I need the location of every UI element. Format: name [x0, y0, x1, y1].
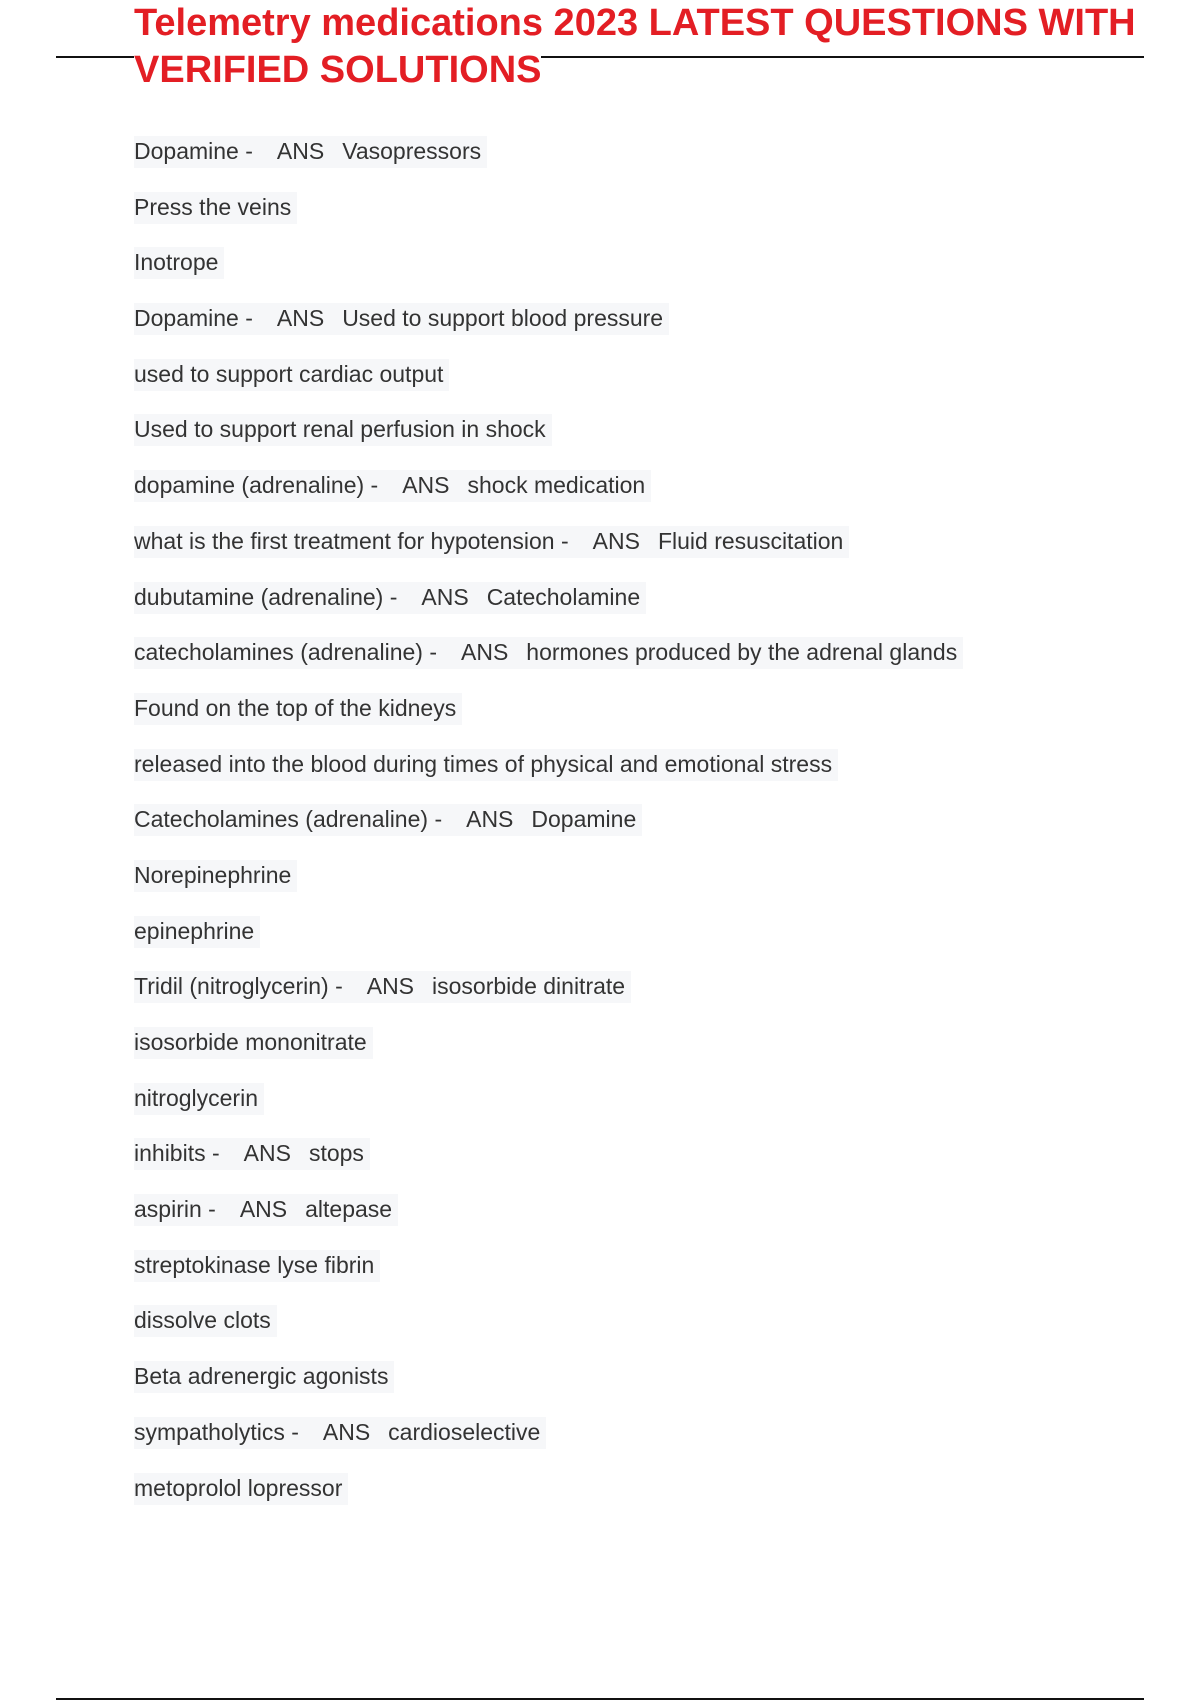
question-text: nitroglycerin [134, 1084, 258, 1111]
question-text: dissolve clots [134, 1307, 271, 1334]
qa-line [134, 1305, 963, 1361]
qa-line [134, 1194, 963, 1250]
qa-line-text [134, 693, 462, 725]
answer-text: hormones produced by the adrenal glands [526, 639, 958, 666]
qa-line [134, 136, 963, 192]
qa-line-text [134, 247, 224, 279]
qa-line [134, 693, 963, 749]
qa-line-text [134, 749, 838, 781]
answer-text: cardioselective [388, 1418, 541, 1445]
qa-line-text [134, 1027, 373, 1059]
qa-line [134, 1361, 963, 1417]
qa-line-text [134, 136, 487, 168]
question-text: Catecholamines (adrenaline) - [134, 806, 443, 833]
ans-marker: ANS [366, 973, 415, 1000]
qa-line [134, 1473, 963, 1529]
qa-line [134, 582, 963, 638]
qa-line [134, 749, 963, 805]
question-text: catecholamines (adrenaline) - [134, 639, 437, 666]
question-text: dubutamine (adrenaline) - [134, 583, 398, 610]
qa-line [134, 860, 963, 916]
qa-line-text [134, 971, 631, 1003]
answer-text: isosorbide dinitrate [432, 973, 626, 1000]
ans-marker: ANS [243, 1140, 291, 1167]
qa-line [134, 1083, 963, 1139]
ans-marker: ANS [276, 305, 325, 332]
qa-line-text [134, 192, 297, 224]
qa-line-text [134, 582, 646, 614]
qa-line-text [134, 637, 963, 669]
qa-line-text [134, 1138, 370, 1170]
ans-marker: ANS [592, 527, 640, 554]
question-text: aspirin - [134, 1196, 216, 1223]
answer-text: Used to support blood pressure [342, 305, 664, 332]
question-text: dopamine (adrenaline) - [134, 472, 379, 499]
ans-marker: ANS [276, 138, 325, 164]
ans-marker: ANS [239, 1196, 288, 1223]
question-text: released into the blood during times of physical and emotional stress [134, 750, 833, 777]
question-text: metoprolol lopressor [134, 1474, 343, 1501]
qa-line [134, 1138, 963, 1194]
answer-text: shock medication [467, 472, 646, 499]
answer-text: Dopamine [531, 806, 637, 833]
answer-text: Vasopressors [342, 138, 482, 164]
qa-line [134, 1027, 963, 1083]
title-line-1: Telemetry medications 2023 LATEST QUESTIONS WITH [134, 0, 1136, 47]
answer-text: Catecholamine [486, 583, 641, 610]
qa-line [134, 971, 963, 1027]
question-text: Dopamine - [134, 138, 253, 164]
qa-line-text [134, 303, 669, 335]
ans-marker: ANS [421, 583, 469, 610]
qa-line-text [134, 470, 651, 502]
qa-line [134, 247, 963, 303]
qa-line [134, 1250, 963, 1306]
question-text: Found on the top of the kidneys [134, 694, 457, 721]
qa-line [134, 359, 963, 415]
qa-line-text [134, 1473, 348, 1505]
qa-line-text [134, 1194, 398, 1226]
question-text: isosorbide mononitrate [134, 1029, 367, 1055]
qa-line-text [134, 1083, 264, 1115]
qa-line-text [134, 359, 449, 391]
qa-line-text [134, 916, 260, 948]
qa-line-text [134, 804, 642, 836]
qa-line-text [134, 414, 552, 446]
qa-line-text [134, 860, 297, 892]
qa-line [134, 804, 963, 860]
question-text: streptokinase lyse fibrin [134, 1251, 375, 1278]
qa-line [134, 414, 963, 470]
question-text: inhibits - [134, 1140, 220, 1167]
question-text: epinephrine [134, 917, 255, 944]
footer-rule [56, 1698, 1144, 1700]
qa-line-text [134, 1417, 546, 1449]
qa-line [134, 470, 963, 526]
qa-line [134, 303, 963, 359]
answer-text: altepase [305, 1196, 393, 1223]
qa-line-text [134, 1361, 394, 1393]
ans-marker: ANS [402, 472, 450, 499]
question-text: what is the first treatment for hypotension - [134, 527, 569, 554]
qa-line-text [134, 526, 849, 558]
answer-text: stops [308, 1140, 364, 1167]
question-text: Norepinephrine [134, 861, 292, 888]
qa-line [134, 637, 963, 693]
document-title [134, 0, 1200, 94]
ans-marker: ANS [461, 639, 509, 666]
question-text: Inotrope [134, 249, 219, 276]
qa-line-text [134, 1305, 277, 1337]
title-line-2: VERIFIED SOLUTIONS [134, 47, 541, 94]
ans-marker: ANS [322, 1418, 371, 1445]
qa-line [134, 1417, 963, 1473]
qa-list [134, 136, 963, 1528]
question-text: Dopamine - [134, 305, 253, 332]
question-text: Press the veins [134, 193, 292, 220]
question-text: Used to support renal perfusion in shock [134, 416, 546, 443]
qa-line-text [134, 1250, 380, 1282]
question-text: Tridil (nitroglycerin) - [134, 973, 343, 1000]
question-text: used to support cardiac output [134, 360, 444, 387]
question-text: sympatholytics - [134, 1418, 299, 1445]
qa-line [134, 526, 963, 582]
qa-line [134, 192, 963, 248]
qa-line [134, 916, 963, 972]
answer-text: Fluid resuscitation [657, 527, 844, 554]
ans-marker: ANS [466, 806, 514, 833]
question-text: Beta adrenergic agonists [134, 1363, 389, 1390]
